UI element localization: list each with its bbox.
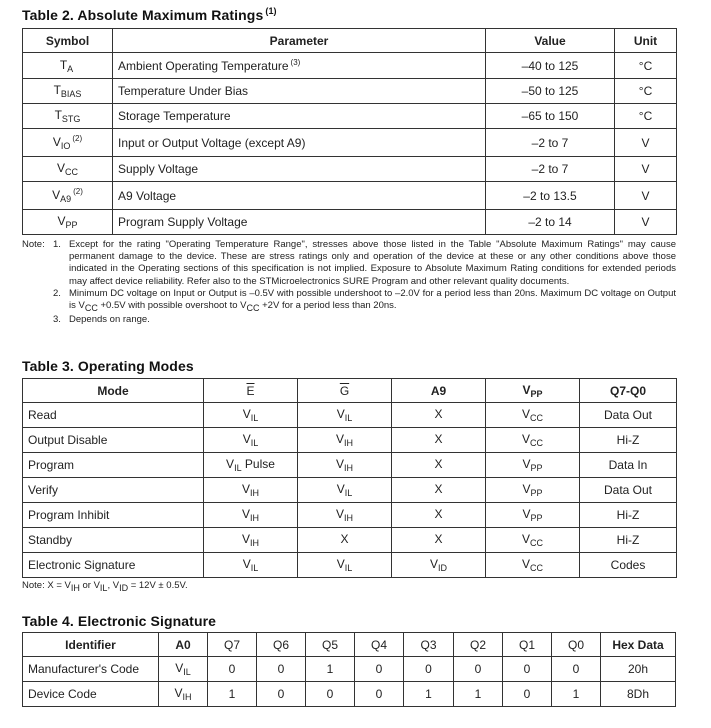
table-row [23, 157, 677, 182]
bit-cell: 0 [503, 682, 552, 707]
vpp-cell: $V_{CC}$ [486, 428, 580, 453]
e-cell: $V_{IL}$ [204, 553, 298, 578]
bit-cell: 1 [454, 682, 503, 707]
table-row [23, 53, 677, 79]
table2-title-ref: (1) [265, 6, 277, 16]
q-cell: Hi-Z [580, 528, 677, 553]
value-cell: –2 to 7 [486, 129, 615, 157]
table-row [23, 403, 677, 428]
table-row [23, 104, 677, 129]
g-cell: X [298, 528, 392, 553]
a9-cell: $V_{ID}$ [392, 553, 486, 578]
a9-cell: X [392, 428, 486, 453]
unit-cell: V [615, 157, 677, 182]
absolute-maximum-ratings-table [22, 28, 677, 235]
parameter-cell: Input or Output Voltage (except A9) [113, 129, 486, 157]
g-cell: $V_{IH}$ [298, 453, 392, 478]
table3-header-vpp: $V_{PP}$ [486, 379, 580, 403]
table3-header-mode: Mode [23, 379, 204, 403]
bit-cell: 1 [552, 682, 601, 707]
q-cell: Data Out [580, 478, 677, 503]
a0-cell: $V_{IH}$ [159, 682, 208, 707]
parameter-cell: Program Supply Voltage [113, 210, 486, 235]
hex-cell: 20h [601, 657, 676, 682]
bit-cell: 0 [257, 682, 306, 707]
unit-cell: V [615, 129, 677, 157]
parameter-cell: Supply Voltage [113, 157, 486, 182]
table4-header-q5: Q5 [306, 633, 355, 657]
a0-cell: $V_{IL}$ [159, 657, 208, 682]
table3-title: Table 3. Operating Modes [22, 358, 194, 374]
mode-cell: Program [23, 453, 204, 478]
table3-header-row [23, 379, 677, 403]
g-cell: $V_{IH}$ [298, 428, 392, 453]
vpp-cell: $V_{PP}$ [486, 478, 580, 503]
bit-cell: 0 [355, 682, 404, 707]
bit-cell: 0 [552, 657, 601, 682]
table-row [23, 182, 677, 210]
a9-cell: X [392, 503, 486, 528]
table4-header-hex-data: Hex Data [601, 633, 676, 657]
symbol-cell: $V_{IO}^{(2)}$ [23, 129, 113, 157]
hex-cell: 8Dh [601, 682, 676, 707]
vpp-cell: $V_{CC}$ [486, 528, 580, 553]
unit-cell: °C [615, 79, 677, 104]
table2-title-text: Table 2. Absolute Maximum Ratings [22, 7, 264, 23]
unit-cell: V [615, 210, 677, 235]
table3-header-g-bar: $\overline{G}$ [298, 379, 392, 403]
table2-notes [22, 239, 676, 326]
value-cell: –2 to 14 [486, 210, 615, 235]
mode-cell: Program Inhibit [23, 503, 204, 528]
q-cell: Codes [580, 553, 677, 578]
table3-header-a9: A9 [392, 379, 486, 403]
table4-header-q6: Q6 [257, 633, 306, 657]
table3-note: Note: $X = V_{IH}$ or $V_{IL}$, $V_{ID} = 12V \pm 0.5V$. [22, 580, 188, 593]
e-cell: $V_{IH}$ [204, 478, 298, 503]
parameter-cell: Ambient Operating Temperature $^{(3)}$ [113, 53, 486, 79]
parameter-cell: A9 Voltage [113, 182, 486, 210]
table4-header-q4: Q4 [355, 633, 404, 657]
table3-header-e-bar: $\overline{E}$ [204, 379, 298, 403]
e-cell: $V_{IL}$ [204, 428, 298, 453]
q-cell: Data Out [580, 403, 677, 428]
bit-cell: 0 [454, 657, 503, 682]
e-cell: $V_{IL}$ [204, 403, 298, 428]
a9-cell: X [392, 528, 486, 553]
table-row [23, 478, 677, 503]
symbol-cell: $T_{STG}$ [23, 104, 113, 129]
table2-header-value: Value [486, 29, 615, 53]
table4-header-a0: A0 [159, 633, 208, 657]
mode-cell: Output Disable [23, 428, 204, 453]
a9-cell: X [392, 478, 486, 503]
operating-modes-table [22, 378, 677, 578]
bit-cell: 0 [404, 657, 454, 682]
note-item: 3. Depends on range. [53, 314, 150, 326]
table4-header-q1: Q1 [503, 633, 552, 657]
g-cell: $V_{IL}$ [298, 478, 392, 503]
mode-cell: Standby [23, 528, 204, 553]
table4-header-q3: Q3 [404, 633, 454, 657]
table-row [23, 553, 677, 578]
parameter-cell: Storage Temperature [113, 104, 486, 129]
bit-cell: 0 [208, 657, 257, 682]
table-row [23, 428, 677, 453]
bit-cell: 1 [208, 682, 257, 707]
bit-cell: 0 [503, 657, 552, 682]
e-cell: $V_{IH}$ [204, 528, 298, 553]
table4-header-q7: Q7 [208, 633, 257, 657]
bit-cell: 0 [355, 657, 404, 682]
q-cell: Hi-Z [580, 428, 677, 453]
unit-cell: °C [615, 53, 677, 79]
table-row [23, 682, 676, 707]
g-cell: $V_{IL}$ [298, 403, 392, 428]
g-cell: $V_{IL}$ [298, 553, 392, 578]
symbol-cell: $V_{CC}$ [23, 157, 113, 182]
table4-title: Table 4. Electronic Signature [22, 613, 217, 629]
symbol-cell: $V_{PP}$ [23, 210, 113, 235]
table2-title [22, 6, 277, 23]
table2-header-unit: Unit [615, 29, 677, 53]
table2-header-symbol: Symbol [23, 29, 113, 53]
bit-cell: 0 [257, 657, 306, 682]
vpp-cell: $V_{PP}$ [486, 503, 580, 528]
a9-cell: X [392, 453, 486, 478]
value-cell: –2 to 7 [486, 157, 615, 182]
unit-cell: °C [615, 104, 677, 129]
vpp-cell: $V_{CC}$ [486, 403, 580, 428]
note-label: Note: [22, 239, 45, 250]
note-item: 2. Minimum DC voltage on Input or Output is –0.5V with possible undershoot to –2.0V for a period less than 20ns. Maximum DC voltage on Output is $V_{CC} +0.5V$ with possible overshoot to $V_{CC} +2V$ for a period less than 20ns. [53, 287, 676, 314]
electronic-signature-table [22, 632, 676, 707]
a9-cell: X [392, 403, 486, 428]
mode-cell: Verify [23, 478, 204, 503]
value-cell: –65 to 150 [486, 104, 615, 129]
e-cell: $V_{IL}$ Pulse [204, 453, 298, 478]
table-row [23, 129, 677, 157]
e-cell: $V_{IH}$ [204, 503, 298, 528]
bit-cell: 0 [306, 682, 355, 707]
table4-header-q2: Q2 [454, 633, 503, 657]
bit-cell: 1 [404, 682, 454, 707]
table4-header-q0: Q0 [552, 633, 601, 657]
vpp-cell: $V_{PP}$ [486, 453, 580, 478]
mode-cell: Electronic Signature [23, 553, 204, 578]
symbol-cell: $T_{BIAS}$ [23, 79, 113, 104]
value-cell: –40 to 125 [486, 53, 615, 79]
identifier-cell: Manufacturer's Code [23, 657, 159, 682]
table-row [23, 210, 677, 235]
value-cell: –2 to 13.5 [486, 182, 615, 210]
parameter-cell: Temperature Under Bias [113, 79, 486, 104]
identifier-cell: Device Code [23, 682, 159, 707]
table2-header-parameter: Parameter [113, 29, 486, 53]
symbol-cell: $T_A$ [23, 53, 113, 79]
table-row [23, 503, 677, 528]
bit-cell: 1 [306, 657, 355, 682]
table2-header-row [23, 29, 677, 53]
table-row [23, 528, 677, 553]
table3-header-q7-q0: Q7-Q0 [580, 379, 677, 403]
value-cell: –50 to 125 [486, 79, 615, 104]
q-cell: Data In [580, 453, 677, 478]
q-cell: Hi-Z [580, 503, 677, 528]
symbol-cell: $V_{A9}^{(2)}$ [23, 182, 113, 210]
mode-cell: Read [23, 403, 204, 428]
unit-cell: V [615, 182, 677, 210]
g-cell: $V_{IH}$ [298, 503, 392, 528]
table-row [23, 657, 676, 682]
vpp-cell: $V_{CC}$ [486, 553, 580, 578]
table-row [23, 453, 677, 478]
table-row [23, 79, 677, 104]
table4-header-row [23, 633, 676, 657]
note-item: 1. Except for the rating "Operating Temperature Range", stresses above those listed in the Table "Absolute Maximum Ratings" may cause permanent damage to the device. These are stress ratings only and operation of the device at these or any other conditions above those indicated in the Operating sections of this specification is not implied. Exposure to Absolute Maximum Rating conditions for extended periods may affect device reliability. Refer also to the STMicroelectronics SURE Program and other relevant quality documents. [53, 239, 676, 287]
table4-header-identifier: Identifier [23, 633, 159, 657]
